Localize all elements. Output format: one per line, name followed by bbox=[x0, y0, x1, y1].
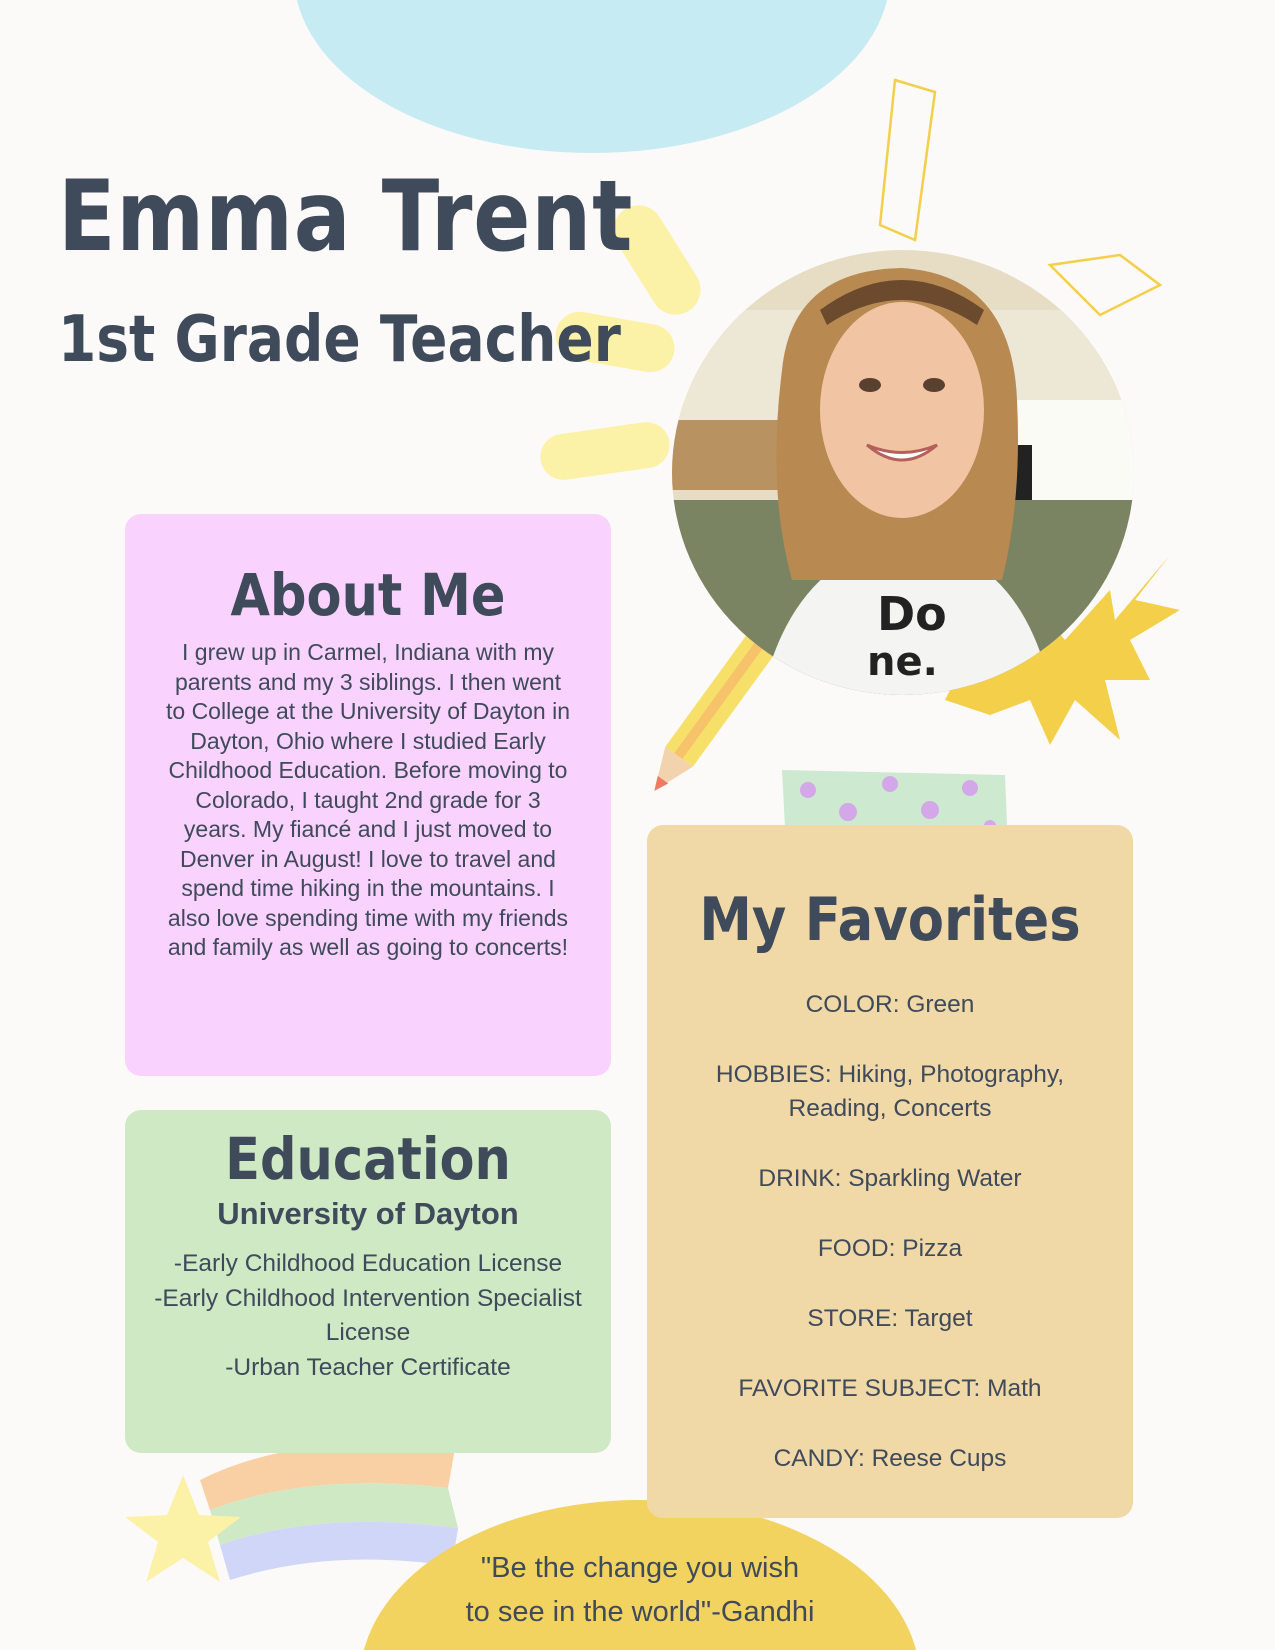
education-heading: Education bbox=[225, 1125, 511, 1193]
favorites-card bbox=[647, 825, 1133, 1518]
favorite-item: HOBBIES: Hiking, Photography, Reading, Concerts bbox=[715, 1061, 1065, 1122]
teacher-role: 1st Grade Teacher bbox=[58, 303, 621, 377]
about-me-card bbox=[125, 514, 611, 1076]
favorite-item: CANDY: Reese Cups bbox=[773, 1445, 1007, 1472]
svg-text:Do: Do bbox=[877, 587, 947, 641]
education-item: -Early Childhood Education License bbox=[173, 1250, 563, 1277]
teacher-photo bbox=[672, 250, 1134, 695]
quote-line-1: "Be the change you wish bbox=[480, 1552, 800, 1584]
favorite-item: DRINK: Sparkling Water bbox=[758, 1165, 1022, 1192]
education-school: University of Dayton bbox=[217, 1196, 519, 1231]
favorite-item: FAVORITE SUBJECT: Math bbox=[738, 1375, 1042, 1402]
about-me-heading: About Me bbox=[230, 561, 506, 629]
quote bbox=[420, 1546, 860, 1634]
teacher-name: Emma Trent bbox=[58, 160, 634, 274]
education-card bbox=[125, 1110, 611, 1453]
education-item: -Early Childhood Intervention Specialist License bbox=[154, 1284, 582, 1346]
shooting-star bbox=[125, 1443, 458, 1582]
favorite-item: STORE: Target bbox=[807, 1305, 973, 1332]
favorites-list bbox=[667, 988, 1113, 1512]
favorite-item: COLOR: Green bbox=[805, 991, 975, 1018]
education-item: -Urban Teacher Certificate bbox=[225, 1353, 511, 1381]
favorite-item: FOOD: Pizza bbox=[817, 1235, 963, 1262]
quote-line-2: to see in the world"-Gandhi bbox=[465, 1596, 815, 1628]
about-me-text: I grew up in Carmel, Indiana with my parents and my 3 siblings. I then went to College at the University of Dayton in Dayton, Ohio where I studied Early Childhood Education. Before moving to Colorado, I taught 2nd grade for 3 years. My fiancé and I just moved to Denver in August! I love to travel and spend time hiking in the mountains. I also love spending time with my friends and family as well as going to concerts! bbox=[166, 639, 570, 960]
education-list bbox=[135, 1247, 601, 1385]
top-blob bbox=[294, 0, 890, 153]
favorites-heading: My Favorites bbox=[699, 885, 1081, 955]
svg-text:ne.: ne. bbox=[867, 639, 938, 685]
